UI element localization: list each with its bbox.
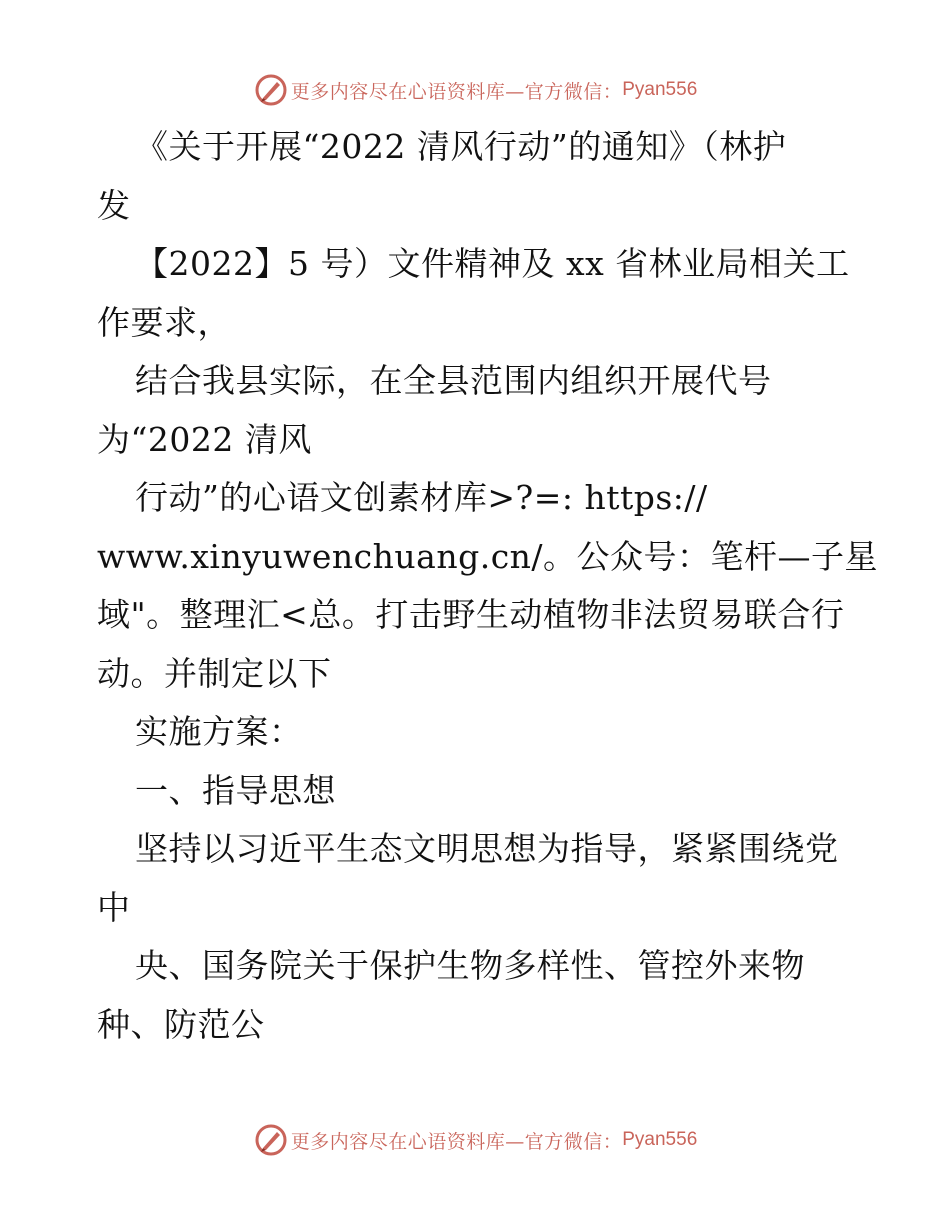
- text-line: 中: [97, 887, 131, 927]
- watermark-text: 更多内容尽在心语资料库—官方微信：: [290, 1130, 623, 1153]
- text-line: 种、防范公: [97, 1004, 265, 1044]
- text-line: 动。并制定以下: [97, 653, 332, 693]
- text-line: 央、国务院关于保护生物多样性、管控外来物: [135, 946, 805, 985]
- footer-watermark: [0, 1120, 950, 1160]
- watermark-text: 更多内容尽在心语资料库—官方微信：: [290, 80, 623, 103]
- text-line: 作要求，: [97, 302, 231, 342]
- text-line: 结合我县实际，在全县范围内组织开展代号: [135, 361, 772, 400]
- text-line: 域"。整理汇<总。打击野生动植物非法贸易联合行: [97, 595, 845, 634]
- text-line: 实施方案：: [135, 712, 303, 751]
- text-line: www.xinyuwenchuang.cn/。公众号：笔杆—子星: [97, 536, 879, 576]
- header-watermark: [0, 70, 950, 110]
- text-line: 《关于开展“2022 清风行动”的通知》（林护: [135, 127, 787, 166]
- text-line: 为“2022 清风: [97, 419, 312, 459]
- text-line: 行动”的心语文创素材库>?=: https://: [135, 478, 708, 517]
- section-heading: 一、指导思想: [135, 770, 336, 810]
- circular-pen-logo-icon: [253, 72, 289, 108]
- text-line: 发: [97, 185, 131, 225]
- watermark-wechat-id: Pyan556: [622, 1129, 698, 1150]
- document-body: [97, 118, 879, 1054]
- circular-pen-logo-icon: [253, 1122, 289, 1158]
- text-line: 坚持以习近平生态文明思想为指导，紧紧围绕党: [135, 829, 839, 868]
- text-line: 【2022】5 号）文件精神及 xx 省林业局相关工: [135, 244, 850, 283]
- watermark-wechat-id: Pyan556: [622, 79, 698, 100]
